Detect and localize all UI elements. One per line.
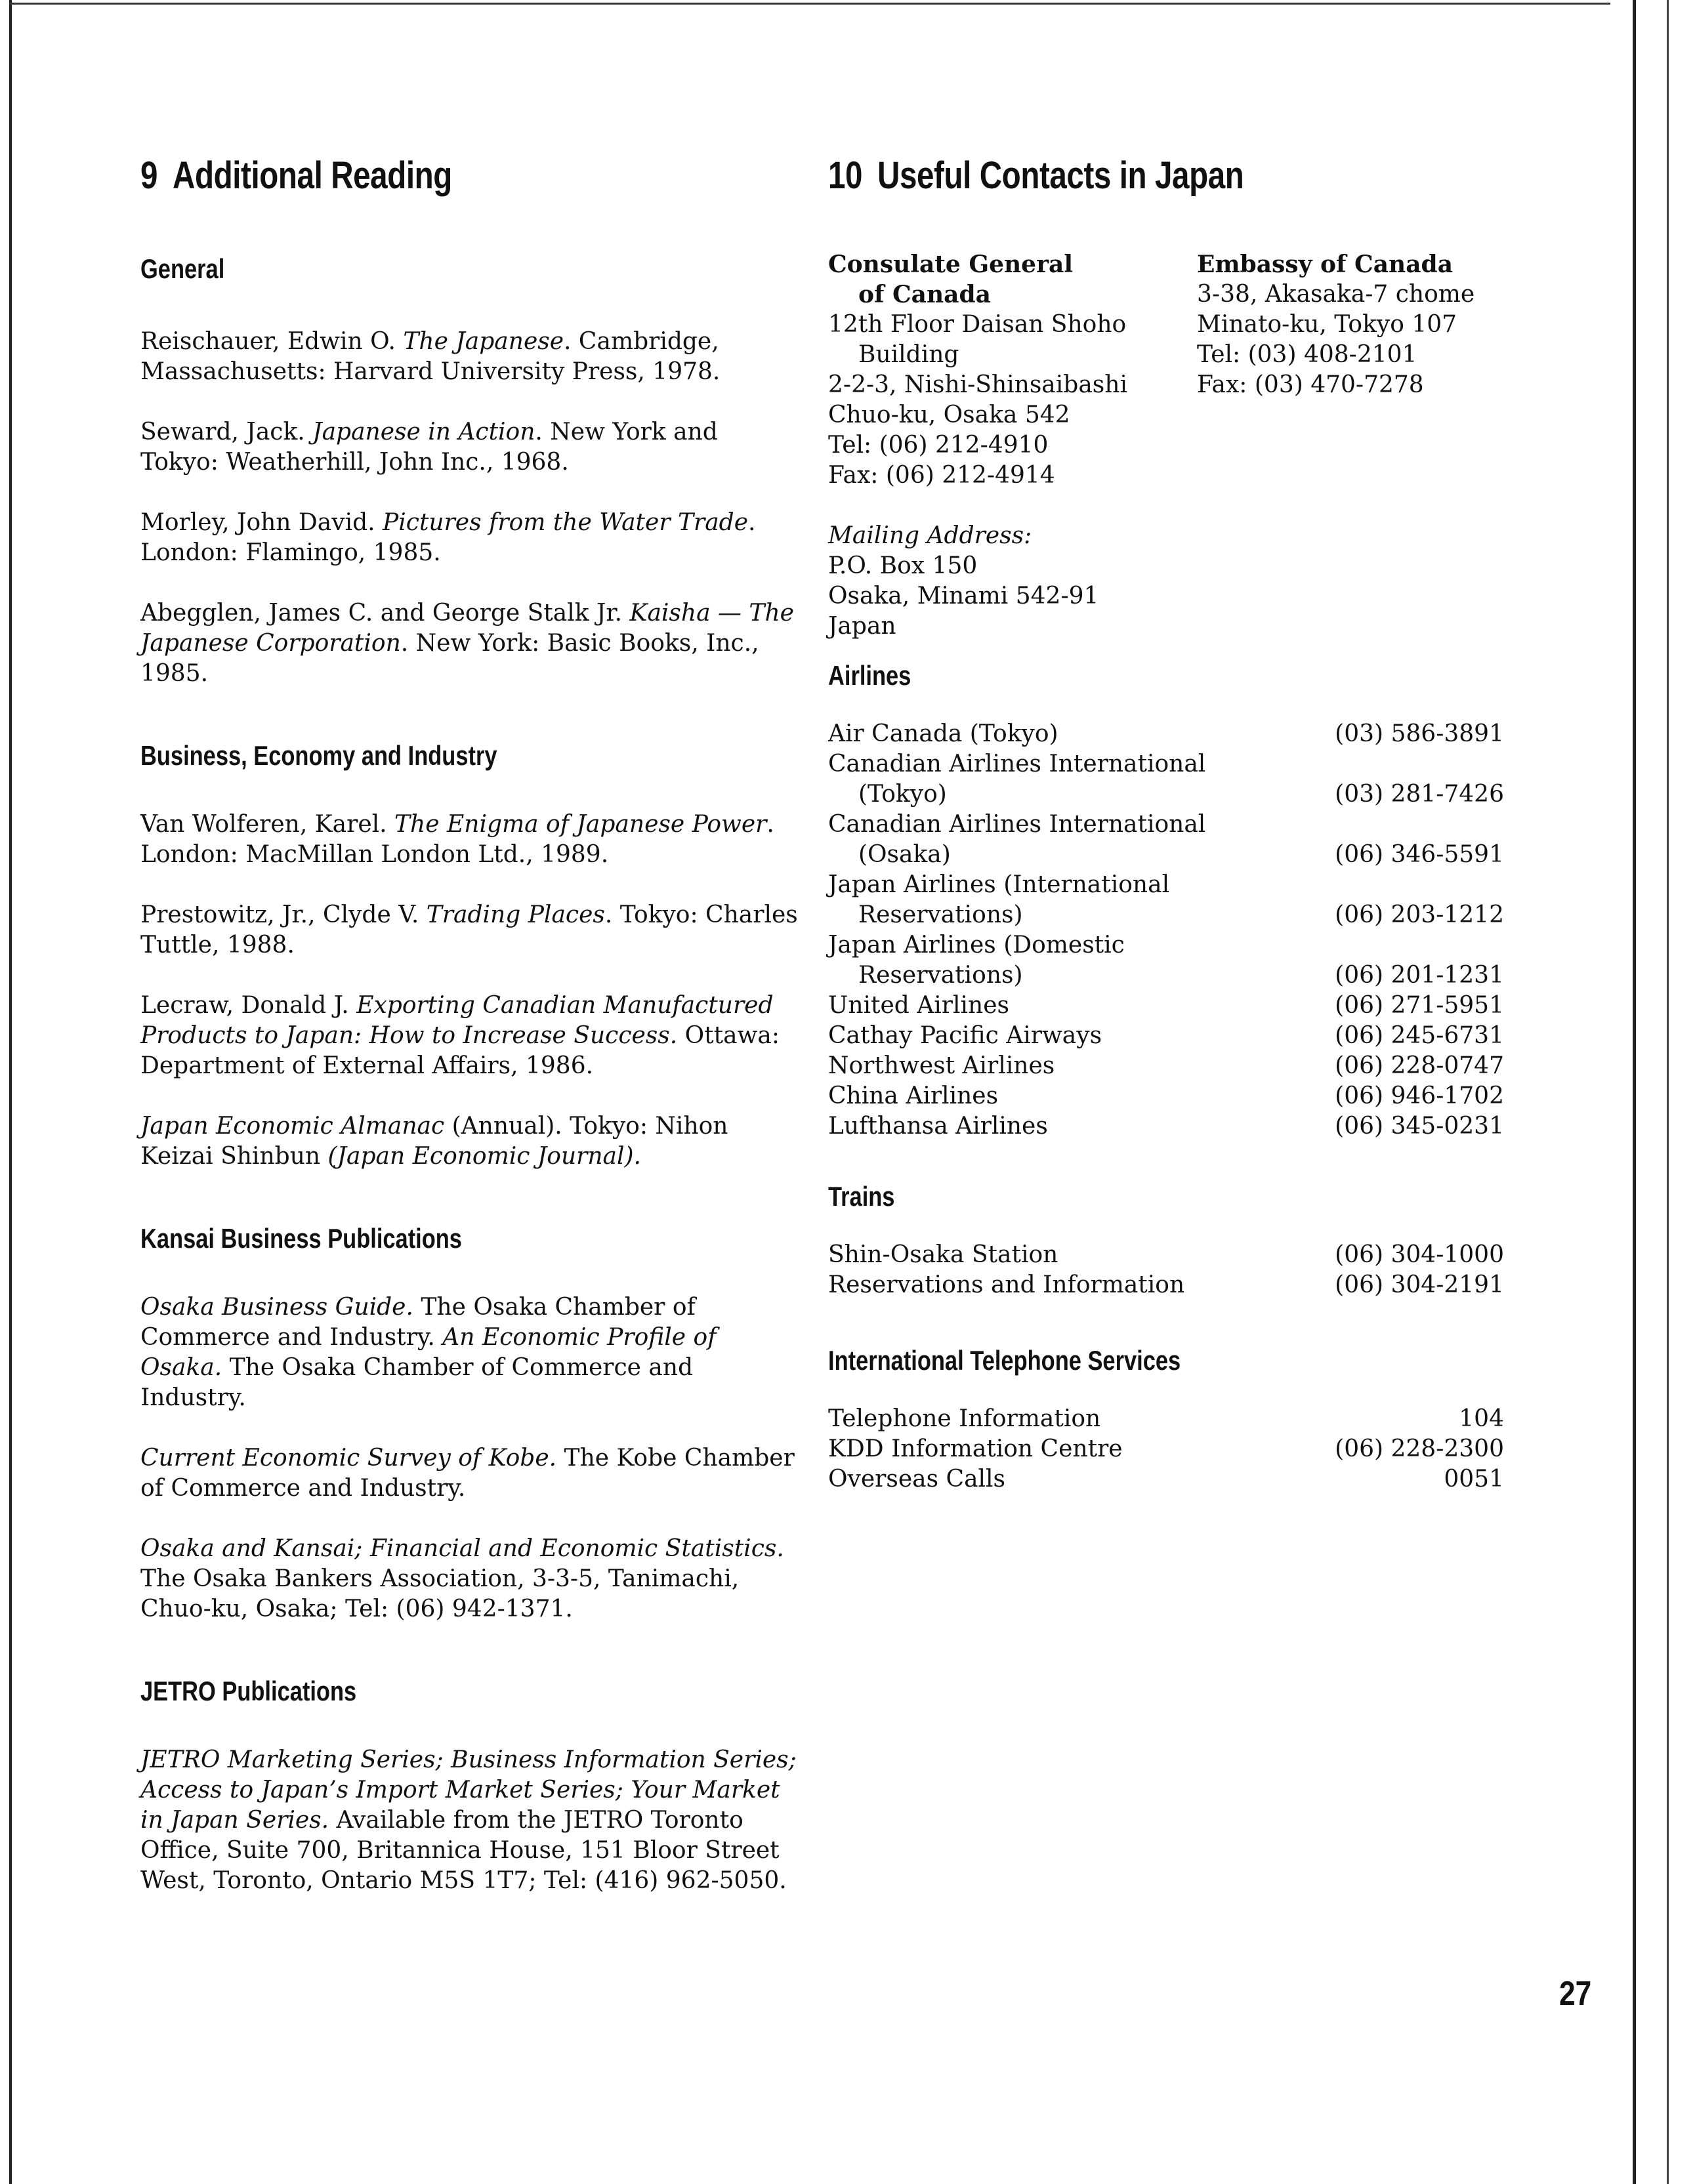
telephone-list — [828, 1404, 1504, 1494]
contact-name: Japan Airlines (International — [828, 871, 1170, 898]
reading-entry-text: . New York and Tokyo: Weatherhill, John Inc., 1968. — [140, 419, 718, 476]
contact-row — [828, 719, 1504, 749]
contact-name: Reservations and Information — [828, 1271, 1185, 1298]
contact-name: Lufthansa Airlines — [828, 1113, 1048, 1140]
contacts-column — [828, 249, 1504, 1494]
reading-entry-title: The Enigma of Japanese Power — [394, 811, 767, 838]
reading-entry-text: The Osaka Chamber of Commerce and Industry. — [140, 1354, 694, 1411]
reading-entry-text: Available from the JETRO Toronto Office, Suite 700, Britannica House, 151 Bloor Street West, Toronto, Ontario M5S 1T7; Tel: (416) 962-5050. — [140, 1807, 787, 1894]
page-number: 27 — [1559, 1975, 1592, 2013]
contact-phone: (03) 281-7426 — [1335, 781, 1504, 808]
contact-phone: (06) 271-5951 — [1335, 992, 1504, 1019]
contact-row-continued — [828, 960, 1504, 991]
consulate-fax: Fax: (06) 212-4914 — [828, 462, 1055, 489]
embassy-fax: Fax: (03) 470-7278 — [1197, 371, 1424, 398]
contact-phone: (06) 345-0231 — [1335, 1113, 1504, 1140]
reading-entry-title: Pictures from the Water Trade — [383, 509, 749, 536]
reading-entry-text: . London: Flamingo, 1985. — [140, 509, 756, 566]
reading-entry-title: Trading Places — [426, 901, 605, 928]
consulate-address-line: 2-2-3, Nishi-Shinsaibashi — [828, 371, 1127, 398]
contact-row — [828, 930, 1504, 960]
reading-entry-text: Reischauer, Edwin O. — [140, 328, 404, 355]
contact-row — [828, 810, 1504, 840]
contact-row — [828, 870, 1504, 900]
telephone-section — [828, 1341, 1504, 1494]
reading-entry-text: Morley, John David. — [140, 509, 383, 536]
reading-entry — [140, 1111, 803, 1172]
contact-name-continued: (Tokyo) — [858, 781, 947, 808]
reading-entry — [140, 1443, 803, 1504]
reading-entry-title: (Japan Economic Journal). — [327, 1143, 642, 1170]
reading-entry-text: The Kobe Chamber of Commerce and Industry. — [140, 1445, 795, 1502]
contact-row — [828, 991, 1504, 1021]
trains-section — [828, 1177, 1504, 1300]
embassy-block — [1197, 249, 1475, 656]
contact-row — [828, 1464, 1504, 1494]
contact-name: Canadian Airlines International — [828, 751, 1206, 777]
contact-name: KDD Information Centre — [828, 1435, 1123, 1462]
contact-phone: (06) 304-2191 — [1335, 1271, 1504, 1298]
reading-entry-text: Seward, Jack. — [140, 419, 313, 445]
contact-row — [828, 1404, 1504, 1434]
reading-entry-text: Ottawa: Department of External Affairs, 1986. — [140, 1022, 780, 1079]
contact-phone: (06) 304-1000 — [1335, 1241, 1504, 1268]
section-title-text: Additional Reading — [173, 154, 452, 197]
airlines-heading: Airlines — [828, 660, 911, 691]
reading-entry — [140, 417, 803, 478]
mailing-address-label: Mailing Address: — [828, 522, 1032, 549]
contact-row — [828, 1434, 1504, 1464]
additional-reading-column — [140, 249, 803, 1896]
section-title-text: Useful Contacts in Japan — [877, 154, 1244, 197]
right-border-line — [1633, 0, 1636, 2184]
reading-entry-title: Osaka Business Guide. — [140, 1294, 413, 1321]
contact-name: Telephone Information — [828, 1405, 1101, 1432]
reading-entry-text: Van Wolferen, Karel. — [140, 811, 395, 838]
reading-group-kansai — [140, 1219, 803, 1624]
contact-row — [828, 1240, 1504, 1270]
airlines-section — [828, 656, 1504, 1142]
section-number: 9 — [140, 154, 158, 197]
reading-group-heading: General — [140, 253, 225, 284]
trains-list — [828, 1240, 1504, 1300]
section-title-additional-reading — [140, 150, 452, 202]
contact-name: Overseas Calls — [828, 1466, 1006, 1493]
contact-phone: (06) 203-1212 — [1335, 901, 1504, 928]
contact-name: Air Canada (Tokyo) — [828, 720, 1058, 747]
reading-group-heading: Kansai Business Publications — [140, 1223, 462, 1254]
contact-phone: (06) 228-0747 — [1335, 1052, 1504, 1079]
embassy-tel: Tel: (03) 408-2101 — [1197, 341, 1417, 368]
reading-entry-text: Lecraw, Donald J. — [140, 992, 357, 1019]
consulate-address-line: Chuo-ku, Osaka 542 — [828, 402, 1070, 428]
contact-phone: (06) 346-5591 — [1335, 841, 1504, 868]
contact-name: Cathay Pacific Airways — [828, 1022, 1102, 1049]
contact-name-continued: Reservations) — [858, 901, 1023, 928]
contact-row — [828, 749, 1504, 779]
reading-entry-title: The Japanese — [403, 328, 564, 355]
reading-entry-title: Exporting Canadian Manufactured Products to Japan: How to Increase Success. — [140, 992, 774, 1049]
consulate-address-line: Building — [858, 341, 959, 368]
telephone-heading: International Telephone Services — [828, 1345, 1181, 1376]
contact-row-continued — [828, 900, 1504, 930]
contact-row — [828, 1051, 1504, 1081]
section-title-useful-contacts — [828, 150, 1244, 202]
reading-group-jetro — [140, 1672, 803, 1896]
contact-phone: (03) 586-3891 — [1335, 720, 1504, 747]
diplomatic-contacts — [828, 249, 1504, 656]
contact-row — [828, 1081, 1504, 1111]
contact-row — [828, 1111, 1504, 1142]
reading-entry — [140, 1745, 803, 1896]
reading-entry-title: Osaka and Kansai; Financial and Economic Statistics. — [140, 1535, 784, 1562]
reading-entry-title: JETRO Marketing Series; Business Information Series; Access to Japan’s Import Market Series; Your Market in Japan Series. — [140, 1746, 797, 1834]
contact-name: China Airlines — [828, 1082, 999, 1109]
reading-entry — [140, 1292, 803, 1413]
contact-phone: (06) 201-1231 — [1335, 962, 1504, 989]
reading-group-heading: JETRO Publications — [140, 1676, 357, 1706]
contact-name: Northwest Airlines — [828, 1052, 1055, 1079]
contact-row-continued — [828, 779, 1504, 810]
reading-entry — [140, 810, 803, 870]
reading-group-general — [140, 249, 803, 689]
mailing-address-line: Japan — [828, 613, 896, 640]
contact-phone: 104 — [1459, 1405, 1504, 1432]
reading-entry — [140, 508, 803, 568]
contact-phone: 0051 — [1444, 1466, 1504, 1493]
contact-row — [828, 1270, 1504, 1300]
reading-entry-text: The Osaka Chamber of Commerce and Industry. — [140, 1294, 696, 1351]
consulate-address-line: 12th Floor Daisan Shoho — [828, 311, 1127, 338]
reading-entry-title: An Economic Profile of Osaka. — [140, 1324, 717, 1381]
reading-entry-title: Japanese in Action — [312, 419, 535, 445]
contact-name: United Airlines — [828, 992, 1010, 1019]
contact-name: Shin-Osaka Station — [828, 1241, 1058, 1268]
consulate-tel: Tel: (06) 212-4910 — [828, 432, 1049, 459]
consulate-name: Consulate General — [828, 251, 1074, 278]
embassy-address-line: Minato-ku, Tokyo 107 — [1197, 311, 1457, 338]
right-outer-border-line — [1667, 0, 1669, 2184]
reading-group-heading: Business, Economy and Industry — [140, 740, 497, 771]
left-border-line — [9, 0, 12, 2184]
reading-entry — [140, 598, 803, 689]
consulate-block — [828, 249, 1197, 656]
contact-row-continued — [828, 840, 1504, 870]
reading-entry-title: Current Economic Survey of Kobe. — [140, 1445, 557, 1472]
reading-entry — [140, 327, 803, 387]
section-number: 10 — [828, 154, 863, 197]
reading-entry-text: . London: MacMillan London Ltd., 1989. — [140, 811, 774, 868]
contact-name-continued: (Osaka) — [858, 841, 951, 868]
reading-entry-text: Abegglen, James C. and George Stalk Jr. — [140, 600, 630, 627]
reading-entry — [140, 1534, 803, 1624]
reading-entry — [140, 991, 803, 1081]
trains-heading: Trains — [828, 1181, 895, 1212]
contact-row — [828, 1021, 1504, 1051]
reading-entry-title: Japan Economic Almanac — [140, 1113, 445, 1140]
reading-entry-text: . Tokyo: Charles Tuttle, 1988. — [140, 901, 798, 958]
contact-phone: (06) 946-1702 — [1335, 1082, 1504, 1109]
contact-name: Japan Airlines (Domestic — [828, 932, 1125, 958]
consulate-name-continued: of Canada — [858, 281, 992, 308]
reading-entry-text: The Osaka Bankers Association, 3-3-5, Tanimachi, Chuo-ku, Osaka; Tel: (06) 942-1371. — [140, 1565, 740, 1622]
reading-entry-text: (Annual). Tokyo: Nihon Keizai Shinbun — [140, 1113, 728, 1170]
mailing-address-line: P.O. Box 150 — [828, 552, 978, 579]
reading-entry-title: Kaisha — The Japanese Corporation — [140, 600, 794, 657]
airlines-list — [828, 719, 1504, 1142]
contact-name: Canadian Airlines International — [828, 811, 1206, 838]
reading-entry-text: . New York: Basic Books, Inc., 1985. — [140, 630, 759, 687]
embassy-address-line: 3-38, Akasaka-7 chome — [1197, 281, 1475, 308]
reading-entry-text: . Cambridge, Massachusetts: Harvard University Press, 1978. — [140, 328, 721, 385]
contact-phone: (06) 245-6731 — [1335, 1022, 1504, 1049]
reading-entry-text: Prestowitz, Jr., Clyde V. — [140, 901, 427, 928]
reading-entry — [140, 900, 803, 960]
mailing-address-line: Osaka, Minami 542-91 — [828, 583, 1099, 609]
reading-group-business — [140, 736, 803, 1172]
contact-phone: (06) 228-2300 — [1335, 1435, 1504, 1462]
contact-name-continued: Reservations) — [858, 962, 1023, 989]
top-border-line — [9, 3, 1610, 5]
embassy-name: Embassy of Canada — [1197, 251, 1454, 278]
